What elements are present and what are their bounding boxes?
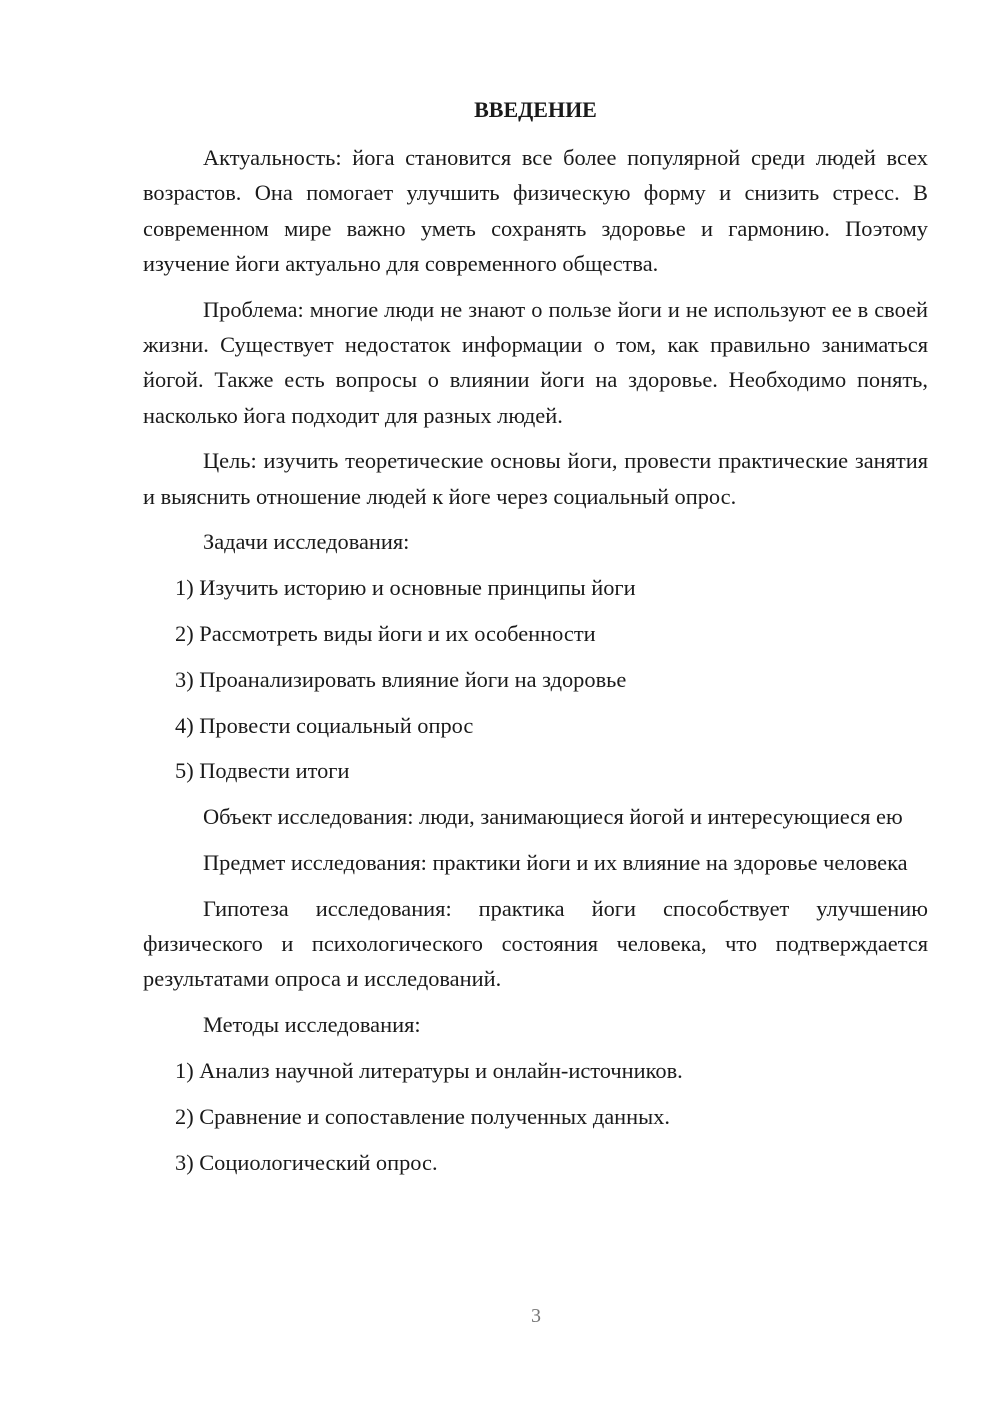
document-page: [143, 94, 928, 1190]
section-title: ВВЕДЕНИЕ: [474, 97, 597, 122]
task-item: 4) Провести социальный опрос: [175, 712, 474, 738]
hypothesis-paragraph: Гипотеза исследования: практика йоги способствует улучшению физического и психологического состояния человека, что подтверждается результатами опроса и исследований.: [143, 895, 928, 992]
object-paragraph: Объект исследования: люди, занимающиеся йогой и интересующиеся ею: [203, 804, 903, 830]
relevance-paragraph: Актуальность: йога становится все более популярной среди людей всех возрастов. Она помогает улучшить физическую форму и снизить стресс. В современном мире важно уметь сохранять здоровье и гармонию. Поэтому изучение йоги актуально для современного общества.: [143, 145, 928, 276]
page-number: 3: [531, 1305, 541, 1327]
task-item: 3) Проанализировать влияние йоги на здоровье: [175, 666, 627, 692]
subject-paragraph: Предмет исследования: практики йоги и их влияние на здоровье человека: [203, 850, 908, 876]
problem-paragraph: Проблема: многие люди не знают о пользе йоги и не используют ее в своей жизни. Существует недостаток информации о том, как правильно заниматься йогой. Также есть вопросы о влиянии йоги на здоровье. Необходимо понять, насколько йога подходит для разных людей.: [143, 296, 928, 428]
method-item: 1) Анализ научной литературы и онлайн-источников.: [175, 1058, 683, 1084]
method-item: 3) Социологический опрос.: [175, 1149, 438, 1175]
task-item: 1) Изучить историю и основные принципы йоги: [175, 575, 636, 601]
tasks-heading: Задачи исследования:: [203, 529, 410, 555]
task-item: 5) Подвести итоги: [175, 758, 350, 784]
task-item: 2) Рассмотреть виды йоги и их особенности: [175, 621, 596, 647]
methods-heading: Методы исследования:: [203, 1012, 421, 1038]
method-item: 2) Сравнение и сопоставление полученных данных.: [175, 1103, 670, 1129]
goal-paragraph: Цель: изучить теоретические основы йоги, провести практические занятия и выяснить отношение людей к йоге через социальный опрос.: [143, 448, 928, 509]
